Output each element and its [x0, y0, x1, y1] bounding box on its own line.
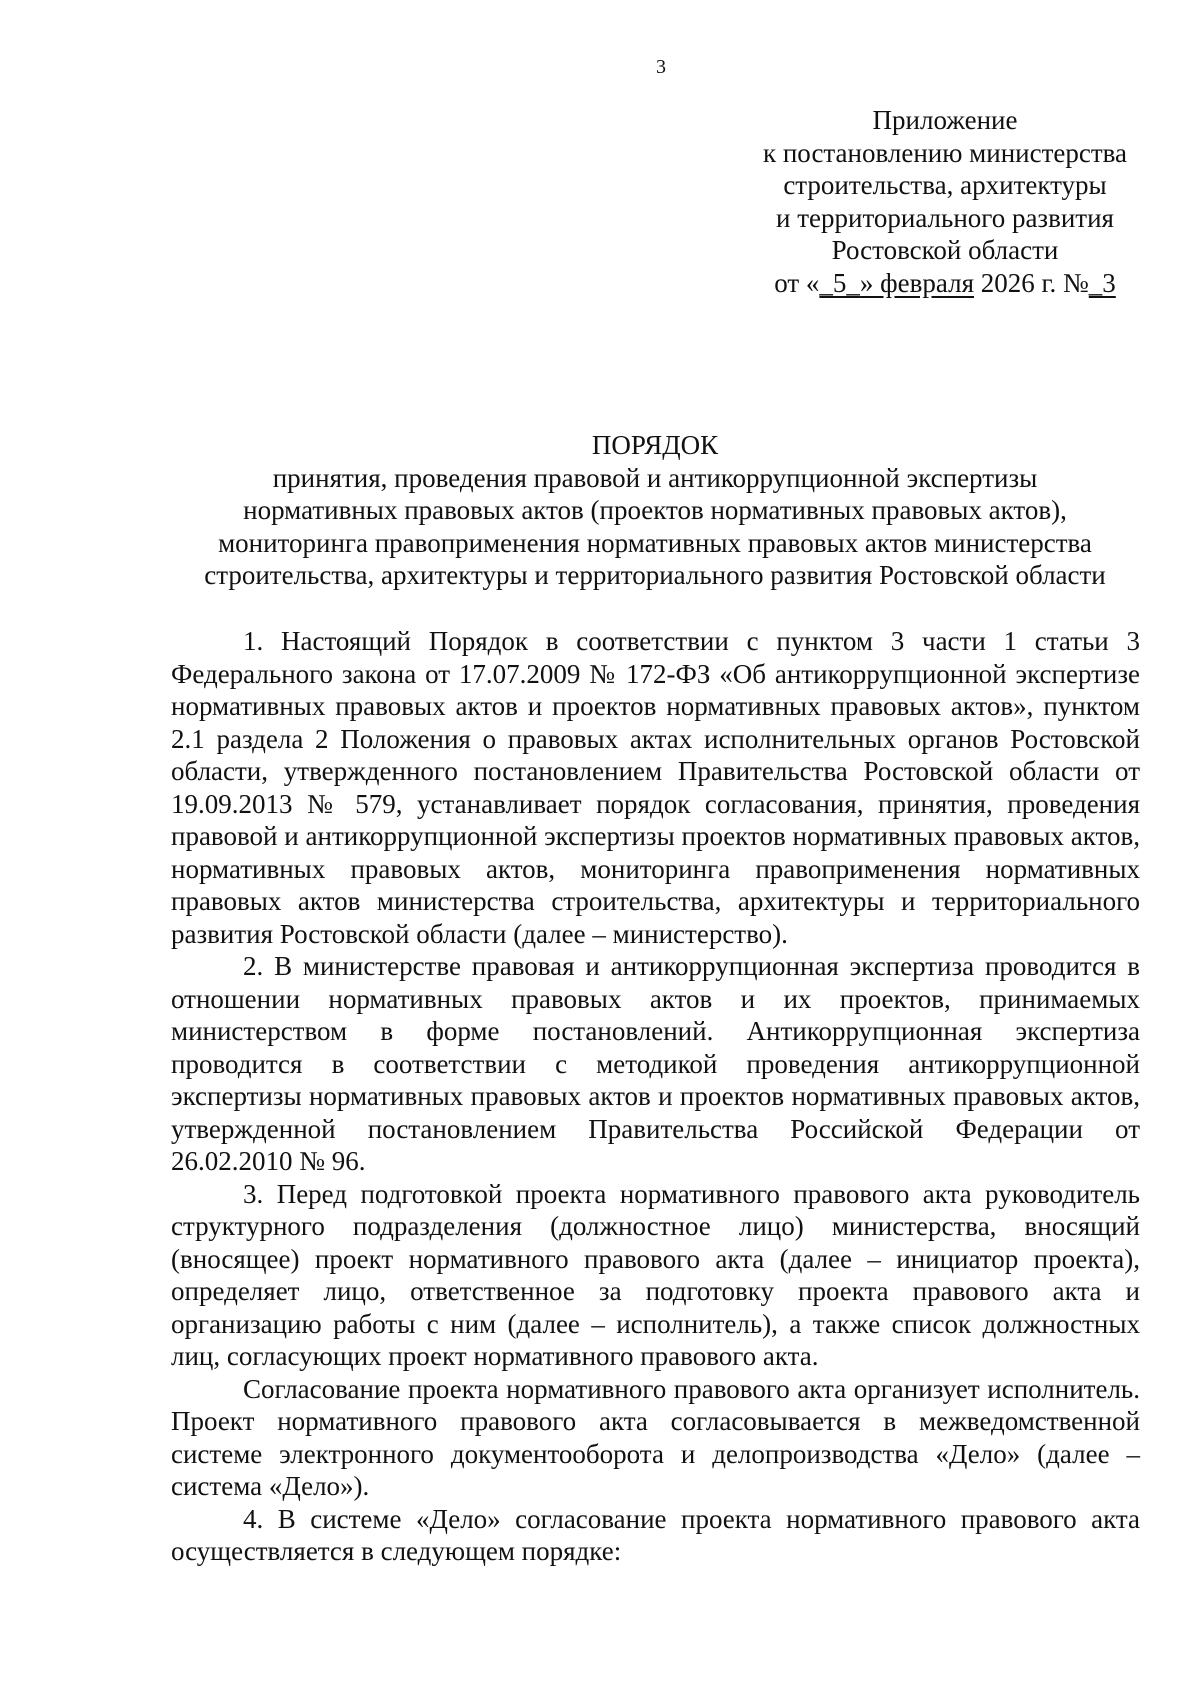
paragraph-4: 4. В системе «Дело» согласование проекта нормативного правового акта осуществляется в следующем порядке: — [171, 1503, 1140, 1566]
paragraph-3-continued: Согласование проекта нормативного правового акта организует исполнитель. Проект нормативного правового акта согласовывается в межведомственной системе электронного документооборота и делопроизводства «Дело» (далее – система «Дело»). — [171, 1373, 1140, 1501]
appendix-line: и территориального развития — [776, 202, 1114, 233]
paragraph-2: 2. В министерстве правовая и антикоррупционная экспертиза проводится в отношении нормативных правовых актов и их проектов, принимаемых министерством в форме постановлений. Антикоррупционная экспертиза проводится в соответствии с методикой проведения антикоррупционной экспертизы нормативных правовых актов и проектов нормативных правовых актов, утвержденной постановлением Правительства Российской Федерации от 26.02.2010 № 96. — [171, 951, 1140, 1176]
title-line: принятия, проведения правовой и антикоррупционной экспертизы — [272, 462, 1038, 493]
appendix-line: Ростовской области — [831, 235, 1059, 265]
appendix-line: Приложение — [872, 105, 1018, 135]
date-month: » февраля — [859, 267, 974, 298]
appendix-header — [740, 104, 1150, 299]
title-line: мониторинга правоприменения нормативных правовых актов министерства — [218, 527, 1092, 558]
title-line: строительства, архитектуры и территориального развития Ростовской области — [204, 560, 1106, 590]
paragraph-3: 3. Перед подготовкой проекта нормативного правового акта руководитель структурного подразделения (должностное лицо) министерства, вносящий (вносящее) проект нормативного правового акта (далее – инициатор проекта), определяет лицо, ответственное за подготовку проекта правового акта и организацию работы с ним (далее – исполнитель), а также список должностных лиц, согласующих проект нормативного правового акта. — [171, 1178, 1140, 1371]
title-line: нормативных правовых актов (проектов нормативных правовых актов), — [243, 495, 1067, 525]
appendix-date-line — [740, 267, 1150, 300]
date-year: 2026 г. № — [974, 267, 1089, 298]
date-prefix: от « — [774, 267, 820, 298]
page-number: 3 — [656, 56, 666, 78]
date-day: _5_ — [819, 267, 860, 298]
document-title — [170, 429, 1140, 592]
appendix-line: строительства, архитектуры — [783, 170, 1107, 200]
document-body — [171, 625, 1140, 1568]
appendix-line: к постановлению министерства — [762, 137, 1128, 168]
paragraph-1: 1. Настоящий Порядок в соответствии с пунктом 3 части 1 статьи 3 Федерального закона от 17.07.2009 № 172-ФЗ «Об антикоррупционной экспертизе нормативных правовых актов и проектов нормативных правовых актов», пунктом 2.1 раздела 2 Положения о правовых актах исполнительных органов Ростовской области, утвержденного постановлением Правительства Ростовской области от 19.09.2013 № 579, устанавливает порядок согласования, принятия, проведения правовой и антикоррупционной экспертизы проектов нормативных правовых актов, нормативных правовых актов, мониторинга правоприменения нормативных правовых актов министерства строительства, архитектуры и территориального развития Ростовской области (далее – министерство). — [171, 626, 1140, 949]
document-number: _3 — [1088, 267, 1116, 298]
title-heading: ПОРЯДОК — [591, 430, 719, 460]
